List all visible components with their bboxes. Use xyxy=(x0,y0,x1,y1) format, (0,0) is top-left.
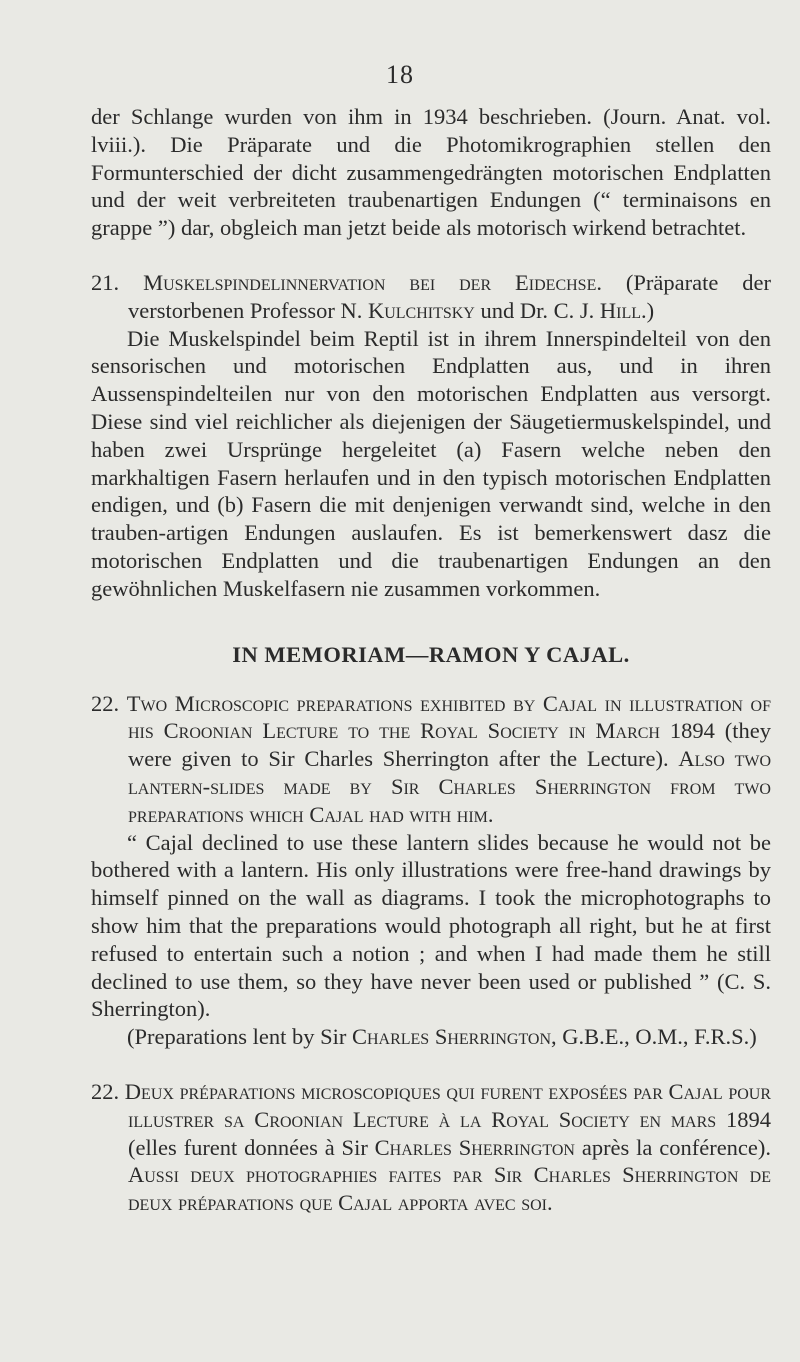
person-name: Charles Sherrington xyxy=(351,1024,552,1050)
item-22-english-heading: 22. Two Microscopic preparations exhibited by Cajal in illustration of his Croonian Lecture to the Royal Society in March 1894 (they were given to Sir Charles Sherrington after the Lecture). Also two lantern-slides made by Sir Charles Sherrington from two preparations which Cajal had with him. xyxy=(91,690,771,827)
loan-credit: (Preparations lent by Sir Charles Sherrington, G.B.E., O.M., F.R.S.) xyxy=(127,1024,757,1050)
sherrington-quote: “ Cajal declined to use these lantern slides because he would not be bothered with a lantern. His only illustrations were free-hand drawings by himself pinned on the wall as diagrams. I took the microphotographs to show him that the preparations would photograph all right, but he at first refused to entertain such a notion ; and when I had made them he still declined to use them, so they have never been used or published ” (C. S. Sherrington). xyxy=(91,829,771,1022)
memoriam-heading: IN MEMORIAM—RAMON Y CAJAL. xyxy=(232,641,630,667)
item-title: Two Microscopic preparations exhibited by Cajal in illustration of his Croonian Lecture to the Royal Society in March xyxy=(126,690,771,744)
person-name: Charles Sherrington xyxy=(374,1134,575,1160)
item-title: Muskelspindelinnervation bei der Eidechse. xyxy=(143,269,602,295)
item-number: 22. xyxy=(91,690,120,716)
item-subtitle: Also two lantern-slides made by Sir Charles Sherrington from two preparations which Cajal had with him. xyxy=(128,746,771,827)
item-title: Deux préparations microscopiques qui furent exposées par Cajal pour illustrer sa Croonian Lecture à la Royal Society en mars xyxy=(124,1078,771,1132)
page-number: 18 xyxy=(386,60,414,89)
page-body xyxy=(91,103,771,1217)
item-number: 21. xyxy=(91,269,120,295)
item-number: 22. xyxy=(91,1078,120,1104)
person-name: Hill. xyxy=(599,297,647,323)
person-name: Kulchitsky xyxy=(367,297,475,323)
item-22-french-heading: 22. Deux préparations microscopiques qui furent exposées par Cajal pour illustrer sa Croonian Lecture à la Royal Society en mars 1894 (elles furent données à Sir Charles Sherrington après la conférence). Aussi deux photographies faites par Sir Charles Sherrington de deux préparations que Cajal apporta avec soi. xyxy=(91,1078,772,1216)
item-21-heading: 21. Muskelspindelinnervation bei der Eidechse. (Präparate der verstorbenen Professor N. Kulchitsky und Dr. C. J. Hill.) xyxy=(91,269,772,323)
item-subtitle: Aussi deux photographies faites par Sir Charles Sherrington de deux préparations que Cajal apporta avec soi. xyxy=(128,1162,771,1216)
paragraph-snake-endplates: der Schlange wurden von ihm in 1934 beschrieben. (Journ. Anat. vol. lviii.). Die Präparate und die Photomikrographien stellen den Formunterschied der dicht zusammengedrängten motorischen Endplatten und der weit verbreiteten traubenartigen Endungen (“ terminaisons en grappe ”) dar, obgleich man jetzt beide als motorisch wirkend betrachtet. xyxy=(91,104,771,241)
paragraph-muscle-spindle: Die Muskelspindel beim Reptil ist in ihrem Innerspindelteil von den sensorischen und motorischen Endplatten aus, und in ihren Aussenspindelteilen nur von den motorischen Endplatten aus versorgt. Diese sind viel reichlicher als diejenigen der Säugetiermuskelspindel, und haben zwei Ursprünge hergeleitet (a) Fasern welche neben den markhaltigen Fasern herlaufen und in den typisch motorischen Endplatten endigen, und (b) Fasern die mit denjenigen verwandt sind, welche in den trauben-artigen Endungen auslaufen. Es ist bemerkenswert dasz die motorischen Endplatten und die traubenartigen Endungen an den gewöhnlichen Muskelfasern nie zusammen vorkommen. xyxy=(91,325,771,601)
